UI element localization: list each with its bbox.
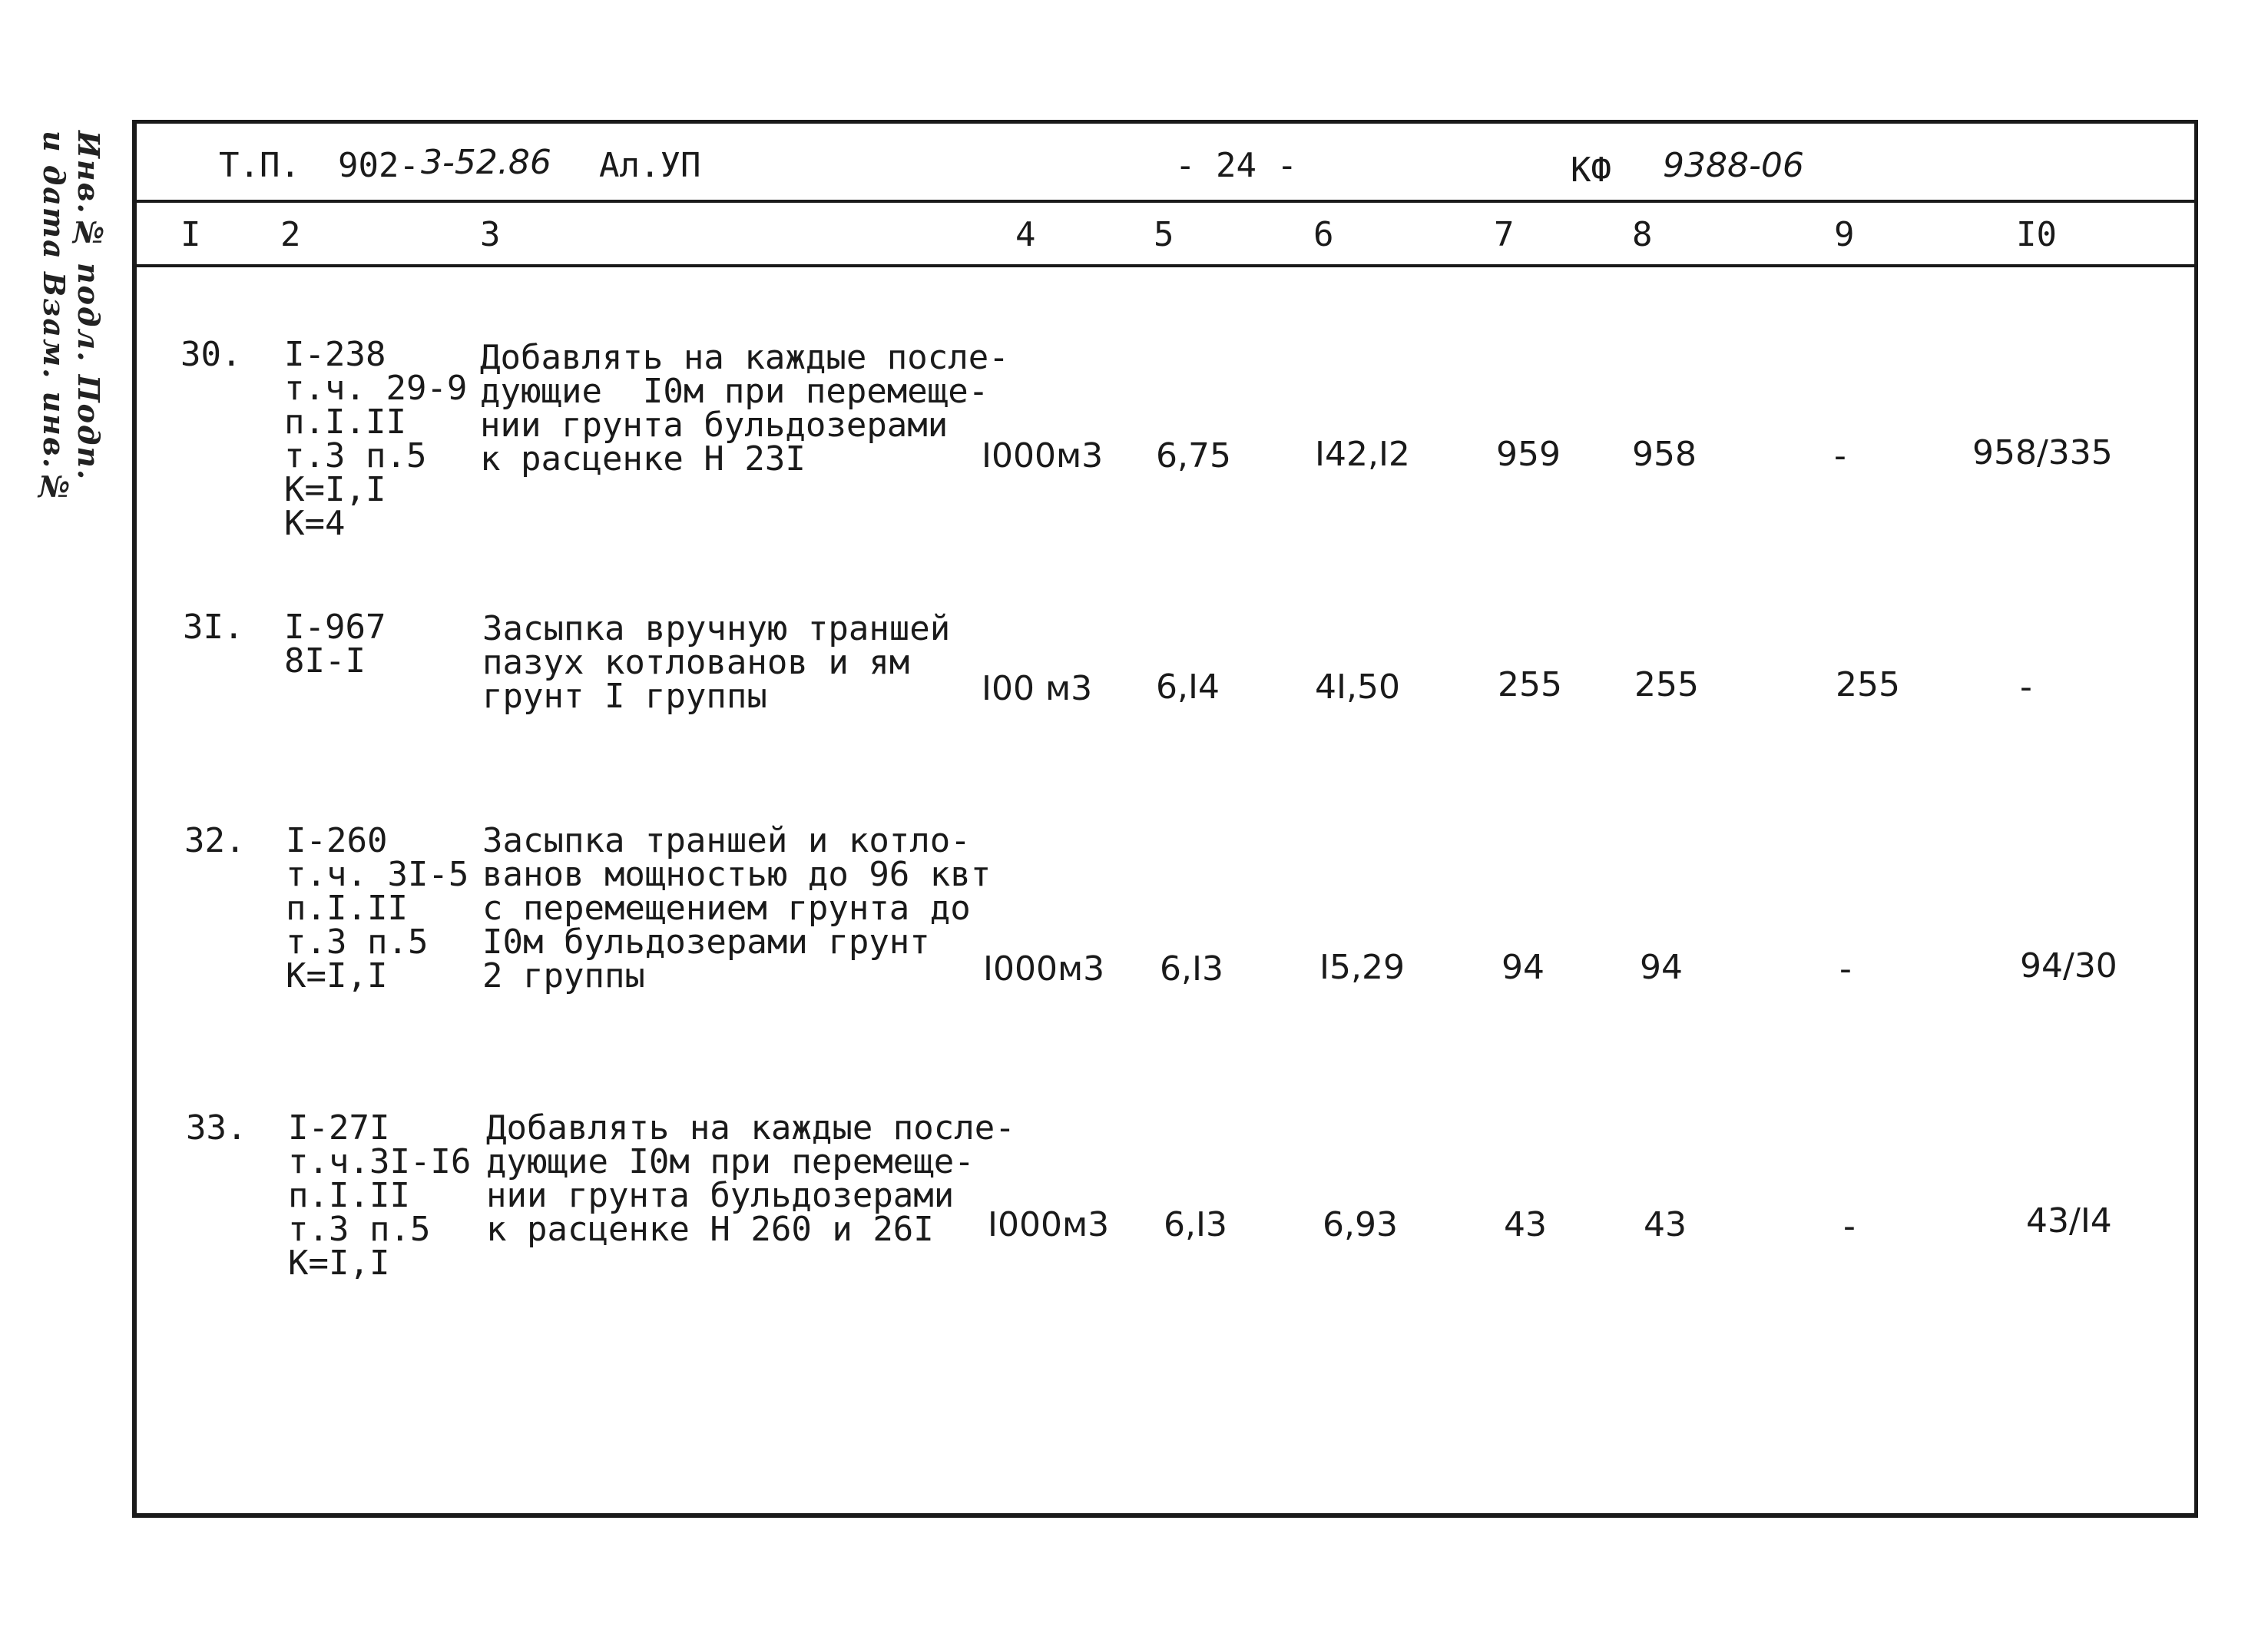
col-header-8: 8	[1632, 215, 1653, 254]
norm-code: I-238 т.ч. 29-9 п.I.II т.3 п.5 К=I,I К=4	[284, 335, 468, 543]
value-col10: -	[2020, 667, 2032, 707]
norm-code: I-967 8I-I	[284, 608, 386, 681]
margin-stamp-text: Инв.№ подл. Подп. и дата Взам. инв.№	[37, 131, 106, 506]
row-number: 3I.	[183, 608, 244, 647]
document-frame	[132, 120, 2198, 1518]
value-col9: -	[1834, 436, 1846, 475]
work-description: Добавлять на каждые после- дующие I0м при перемеще- нии грунта бульдозерами к расценке Н 23I	[480, 338, 1009, 479]
value-col6: 4I,50	[1315, 667, 1400, 707]
header-divider	[132, 200, 2198, 203]
value-col5: 6,I3	[1160, 949, 1223, 989]
unit: I00 м3	[982, 669, 1093, 708]
value-col10: 94/30	[2020, 946, 2117, 985]
work-description: Добавлять на каждые после- дующие I0м при перемеще- нии грунта бульдозерами к расценке Н 260 и 26I	[486, 1108, 1015, 1249]
column-header-divider	[132, 264, 2198, 267]
value-col6: I42,I2	[1315, 435, 1410, 474]
value-col9: -	[1839, 949, 1852, 989]
col-header-4: 4	[1015, 215, 1036, 254]
value-col7: 94	[1502, 948, 1545, 987]
value-col5: 6,I4	[1156, 667, 1220, 707]
value-col8: 255	[1634, 665, 1699, 704]
unit: I000м3	[982, 436, 1104, 475]
value-col6: I5,29	[1319, 948, 1405, 987]
unit: I000м3	[983, 949, 1105, 989]
value-col9: 255	[1836, 665, 1900, 704]
col-header-3: 3	[480, 215, 501, 254]
value-col8: 958	[1632, 435, 1697, 474]
col-header-10: I0	[2016, 215, 2057, 254]
value-col7: 959	[1496, 435, 1561, 474]
code-prefix: КФ	[1571, 151, 1611, 190]
col-header-7: 7	[1494, 215, 1515, 254]
value-col5: 6,I3	[1164, 1205, 1227, 1244]
col-header-1: I	[180, 215, 201, 254]
col-header-5: 5	[1154, 215, 1174, 254]
value-col10: 958/335	[1972, 433, 2113, 472]
value-col8: 94	[1640, 948, 1683, 987]
row-number: 32.	[184, 821, 246, 860]
value-col6: 6,93	[1323, 1205, 1398, 1244]
unit: I000м3	[988, 1205, 1110, 1244]
value-col7: 255	[1498, 665, 1562, 704]
tp-prefix: Т.П.	[219, 146, 300, 185]
work-description: Засыпка вручную траншей пазух котлованов и ям грунт I группы	[482, 609, 951, 716]
norm-code: I-260 т.ч. 3I-5 п.I.II т.3 п.5 К=I,I	[286, 821, 469, 995]
row-number: 33.	[186, 1108, 247, 1148]
value-col8: 43	[1644, 1205, 1687, 1244]
value-col5: 6,75	[1156, 436, 1231, 475]
col-header-6: 6	[1313, 215, 1334, 254]
project-number-handwritten: 3-52.86	[421, 143, 551, 182]
project-number-typed: 902-	[338, 146, 419, 185]
col-header-2: 2	[280, 215, 301, 254]
work-description: Засыпка траншей и котло- ванов мощностью до 96 квт с перемещением грунта до I0м бульдозерами грунт 2 группы	[482, 821, 992, 995]
norm-code: I-27I т.ч.3I-I6 п.I.II т.3 п.5 К=I,I	[288, 1108, 472, 1283]
value-col9: -	[1843, 1207, 1856, 1246]
code-handwritten: 9388-06	[1663, 146, 1804, 185]
value-col10: 43/I4	[2026, 1201, 2112, 1240]
value-col7: 43	[1504, 1205, 1547, 1244]
col-header-9: 9	[1834, 215, 1855, 254]
page-number: - 24 -	[1175, 146, 1297, 185]
row-number: 30.	[180, 335, 242, 374]
album-label: Ал.УП	[599, 146, 701, 185]
